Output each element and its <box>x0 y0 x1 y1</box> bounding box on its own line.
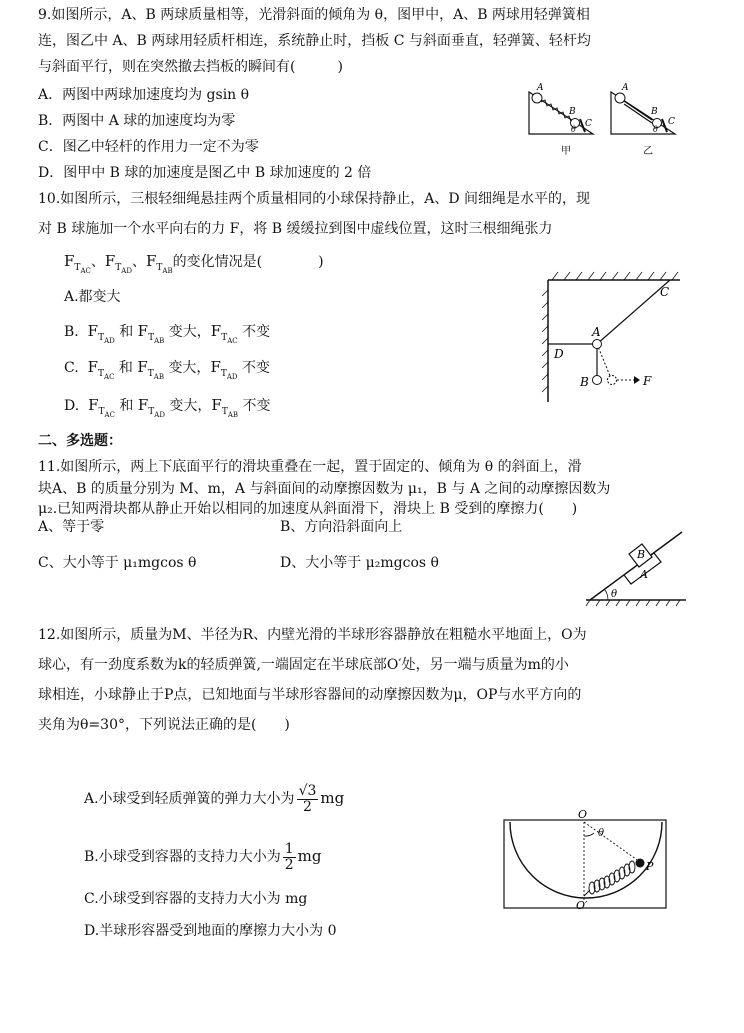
q10-label-c: C <box>660 285 670 299</box>
q9-stem-line-3: 与斜面平行，则在突然撤去挡板的瞬间有( ) <box>38 59 343 75</box>
q9-label-a-right: A <box>622 83 629 93</box>
q9-stem-line-1: 9.如图所示，A、B 两球质量相等，光滑斜面的倾角为 θ，图甲中，A、B 两球用轻弹簧相 <box>38 7 590 23</box>
q11-option-d: D、大小等于 μ₂mgcos θ <box>280 555 439 571</box>
q10-option-a: A.都变大 <box>64 289 121 305</box>
q9-caption-left: 甲 <box>561 146 571 157</box>
q12-option-c: C.小球受到容器的支持力大小为 mg <box>84 891 308 907</box>
q12-option-d: D.半球形容器受到地面的摩擦力大小为 0 <box>84 923 337 939</box>
q9-label-theta-left: θ <box>571 125 576 134</box>
q12-stem-line-4: 夹角为θ=30°，下列说法正确的是( ) <box>38 717 290 733</box>
q12-option-a: A.小球受到轻质弹簧的弹力大小为 $\frac{√3}{2}$ mg <box>84 782 345 815</box>
q12-label-p: P <box>646 860 654 873</box>
q10-option-c: C. $F_{T_{AC}}$ 和 $F_{T_{AB}}$ 变大，$F_{T_{AD}}$ 不变 <box>64 358 270 381</box>
q11-stem-line-2: 块A、B 的质量分别为 M、m，A 与斜面间的动摩擦因数为 μ₁，B 与 A 之间的动摩擦因数为 <box>38 481 611 497</box>
q10-tension-ac: $F_{T_{AC}}$ <box>64 252 91 275</box>
q9-option-a: A．两图中两球加速度均为 gsin θ <box>38 87 250 103</box>
q10-tension-ab: $F_{T_{AB}}$ <box>145 252 173 275</box>
q9-label-b-left: B <box>569 107 576 117</box>
q12-label-theta: θ <box>598 828 605 839</box>
q12-label-o: O <box>578 808 588 821</box>
q10-label-f: F <box>643 374 652 388</box>
q9-label-c-left: C <box>585 119 592 129</box>
q12-stem-line-1: 12.如图所示，质量为M、半径为R、内壁光滑的半球形容器静放在粗糙水平地面上，O为 <box>38 627 587 643</box>
q10-stem-line-3: $F_{T_{AC}}$、$F_{T_{AD}}$、$F_{T_{AB}}$的变化情况是( ) <box>64 252 324 275</box>
q9-label-a-left: A <box>537 83 544 93</box>
q10-option-d: D. $F_{T_{AC}}$ 和 $F_{T_{AD}}$ 变大，$F_{T_{AB}}$ 不变 <box>64 396 271 419</box>
q11-label-theta: θ <box>611 589 618 600</box>
q9-option-d: D．图甲中 B 球的加速度是图乙中 B 球加速度的 2 倍 <box>38 165 372 181</box>
q9-label-c-right: C <box>668 117 675 127</box>
q12-label-o-prime: O′ <box>576 899 588 912</box>
q11-stem-line-1: 11.如图所示，两上下底面平行的滑块重叠在一起，置于固定的、倾角为 θ 的斜面上，滑 <box>38 459 582 475</box>
q11-option-c: C、大小等于 μ₁mgcos θ <box>38 555 197 571</box>
q11-stem-line-3: μ₂.已知两滑块都从静止开始以相同的加速度从斜面滑下，滑块上 B 受到的摩擦力( ) <box>38 501 578 517</box>
q10-tension-ad: $F_{T_{AD}}$ <box>104 252 132 275</box>
q12-stem-line-2: 球心，有一劲度系数为k的轻质弹簧,一端固定在半球底部O′处，另一端与质量为m的小 <box>38 657 569 673</box>
q12-figure <box>500 806 670 910</box>
q11-option-a: A、等于零 <box>38 519 105 535</box>
q10-figure <box>540 268 690 408</box>
q11-option-b: B、方向沿斜面向上 <box>280 519 403 535</box>
q9-label-theta-right: θ <box>653 125 658 134</box>
q9-caption-right: 乙 <box>643 146 653 157</box>
q11-label-b: B <box>637 548 646 561</box>
q10-stem-line-1: 10.如图所示，三根轻细绳悬挂两个质量相同的小球保持静止，A、D 间细绳是水平的，现 <box>38 191 591 207</box>
q9-option-c: C．图乙中轻杆的作用力一定不为零 <box>38 139 259 155</box>
q10-label-d: D <box>554 347 564 361</box>
q11-figure <box>582 518 692 608</box>
q10-label-b: B <box>580 375 589 389</box>
q9-option-b: B．两图中 A 球的加速度均为零 <box>38 113 236 129</box>
q10-label-a: A <box>592 325 601 339</box>
section-heading-multiple-choice: 二、多选题： <box>38 433 122 449</box>
q9-figure <box>525 78 705 158</box>
q9-label-b-right: B <box>651 107 658 117</box>
q9-stem-line-2: 连，图乙中 A、B 两球用轻质杆相连，系统静止时，挡板 C 与斜面垂直，轻弹簧、轻杆均 <box>38 33 591 49</box>
q11-label-a: A <box>640 568 648 581</box>
q10-option-b: B. $F_{T_{AD}}$ 和 $F_{T_{AB}}$ 变大，$F_{T_{AC}}$ 不变 <box>64 322 271 345</box>
q12-stem-line-3: 球相连，小球静止于P点，已知地面与半球形容器间的动摩擦因数为μ，OP与水平方向的 <box>38 687 582 703</box>
q10-stem-line-2: 对 B 球施加一个水平向右的力 F，将 B 缓缓拉到图中虚线位置，这时三根细绳张力 <box>38 221 553 237</box>
q12-option-b: B.小球受到容器的支持力大小为 $\frac{1}{2}$ mg <box>84 840 322 873</box>
